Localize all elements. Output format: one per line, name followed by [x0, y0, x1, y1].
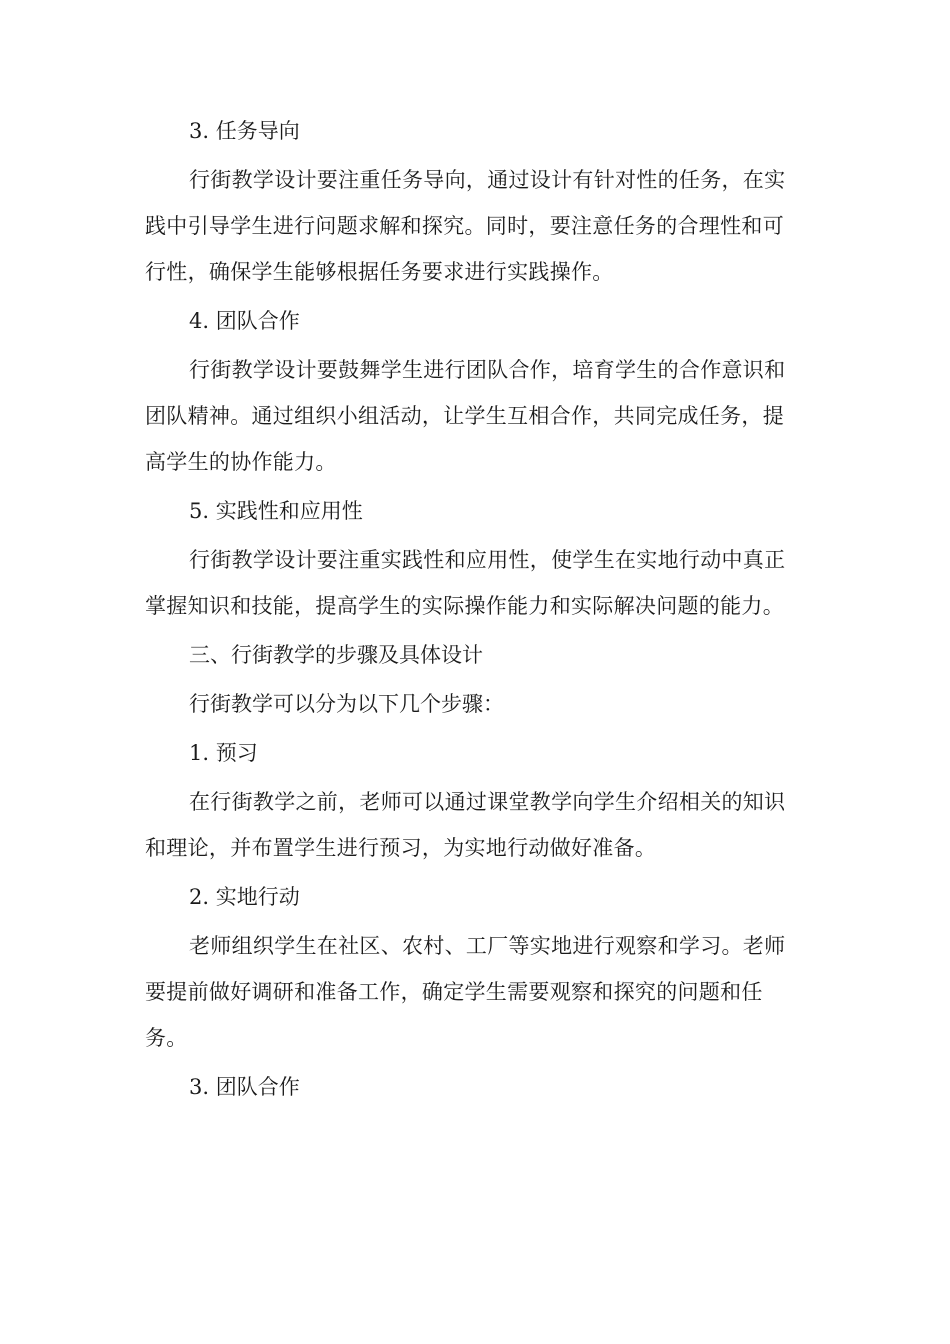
step-heading-preview: 1. 预习	[189, 741, 258, 765]
step-heading-teamwork: 3. 团队合作	[189, 1075, 300, 1099]
section-heading-task-oriented: 3. 任务导向	[189, 119, 300, 143]
step-heading-field-action: 2. 实地行动	[189, 885, 300, 909]
section-heading-teamwork: 4. 团队合作	[189, 309, 300, 333]
chapter-heading-steps: 三、行街教学的步骤及具体设计	[189, 643, 483, 667]
section-heading-practicality: 5. 实践性和应用性	[189, 499, 363, 523]
paragraph-preview: 在行街教学之前，老师可以通过课堂教学向学生介绍相关的知识和理论，并布置学生进行预习，为实地行动做好准备。	[145, 790, 786, 860]
paragraph-practicality: 行街教学设计要注重实践性和应用性，使学生在实地行动中真正掌握知识和技能，提高学生的实际操作能力和实际解决问题的能力。	[145, 548, 786, 618]
paragraph-task-oriented: 行街教学设计要注重任务导向，通过设计有针对性的任务，在实践中引导学生进行问题求解和探究。同时，要注意任务的合理性和可行性，确保学生能够根据任务要求进行实践操作。	[145, 168, 786, 284]
document-body	[145, 108, 805, 1113]
paragraph-teamwork: 行街教学设计要鼓舞学生进行团队合作，培育学生的合作意识和团队精神。通过组织小组活动，让学生互相合作，共同完成任务，提高学生的协作能力。	[145, 358, 786, 474]
paragraph-field-action: 老师组织学生在社区、农村、工厂等实地进行观察和学习。老师要提前做好调研和准备工作，确定学生需要观察和探究的问题和任务。	[145, 934, 786, 1050]
steps-intro-line: 行街教学可以分为以下几个步骤：	[189, 692, 504, 716]
